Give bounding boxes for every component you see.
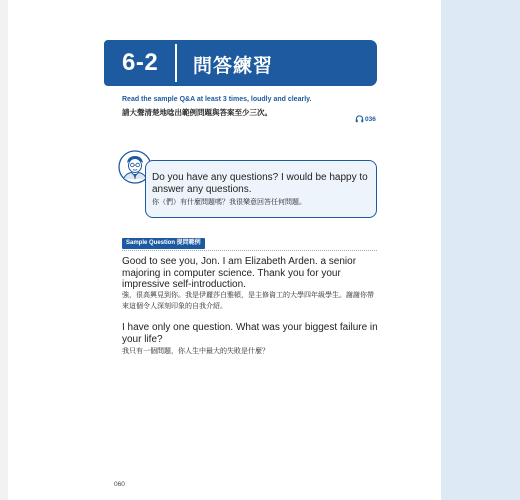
instruction-chinese: 請大聲清楚地唸出範例問題與答案至少三次。 bbox=[122, 108, 272, 117]
speech-bubble-chinese: 你（們）有什麼問題嗎？我很樂意回答任何問題。 bbox=[152, 199, 306, 206]
sample-paragraph-1-english: Good to see you, Jon. I am Elizabeth Arden. a senior majoring in computer science. Thank you for your impressive self-introduction. bbox=[122, 256, 357, 290]
instruction-english: Read the sample Q&A at least 3 times, loudly and clearly. bbox=[122, 96, 312, 103]
page-number: 060 bbox=[114, 481, 125, 488]
section-number: 6-2 bbox=[122, 49, 159, 76]
dotted-divider bbox=[122, 250, 377, 251]
sample-question-tag: Sample Question 提問範例 bbox=[122, 238, 205, 249]
sample-paragraph-1-chinese: 強，很高興見到你。我是伊麗莎白雅頓，是主修資工的大學四年級學生。謝謝你帶來這個令人深刻印象的自我介紹。 bbox=[122, 292, 374, 310]
header-divider bbox=[175, 44, 177, 82]
sample-paragraph-2-chinese: 我只有一個問題，你人生中最大的失敗是什麼？ bbox=[122, 348, 269, 355]
sample-paragraph-2-english: I have only one question. What was your biggest failure in your life? bbox=[122, 322, 378, 345]
left-page-edge bbox=[0, 0, 8, 500]
speech-bubble-english: Do you have any questions? I would be happy to answer any questions. bbox=[152, 172, 368, 195]
section-title: 問答練習 bbox=[193, 56, 274, 77]
right-side-panel bbox=[441, 0, 520, 500]
audio-track-number[interactable]: 036 bbox=[365, 116, 376, 123]
headphones-icon[interactable] bbox=[355, 115, 364, 123]
